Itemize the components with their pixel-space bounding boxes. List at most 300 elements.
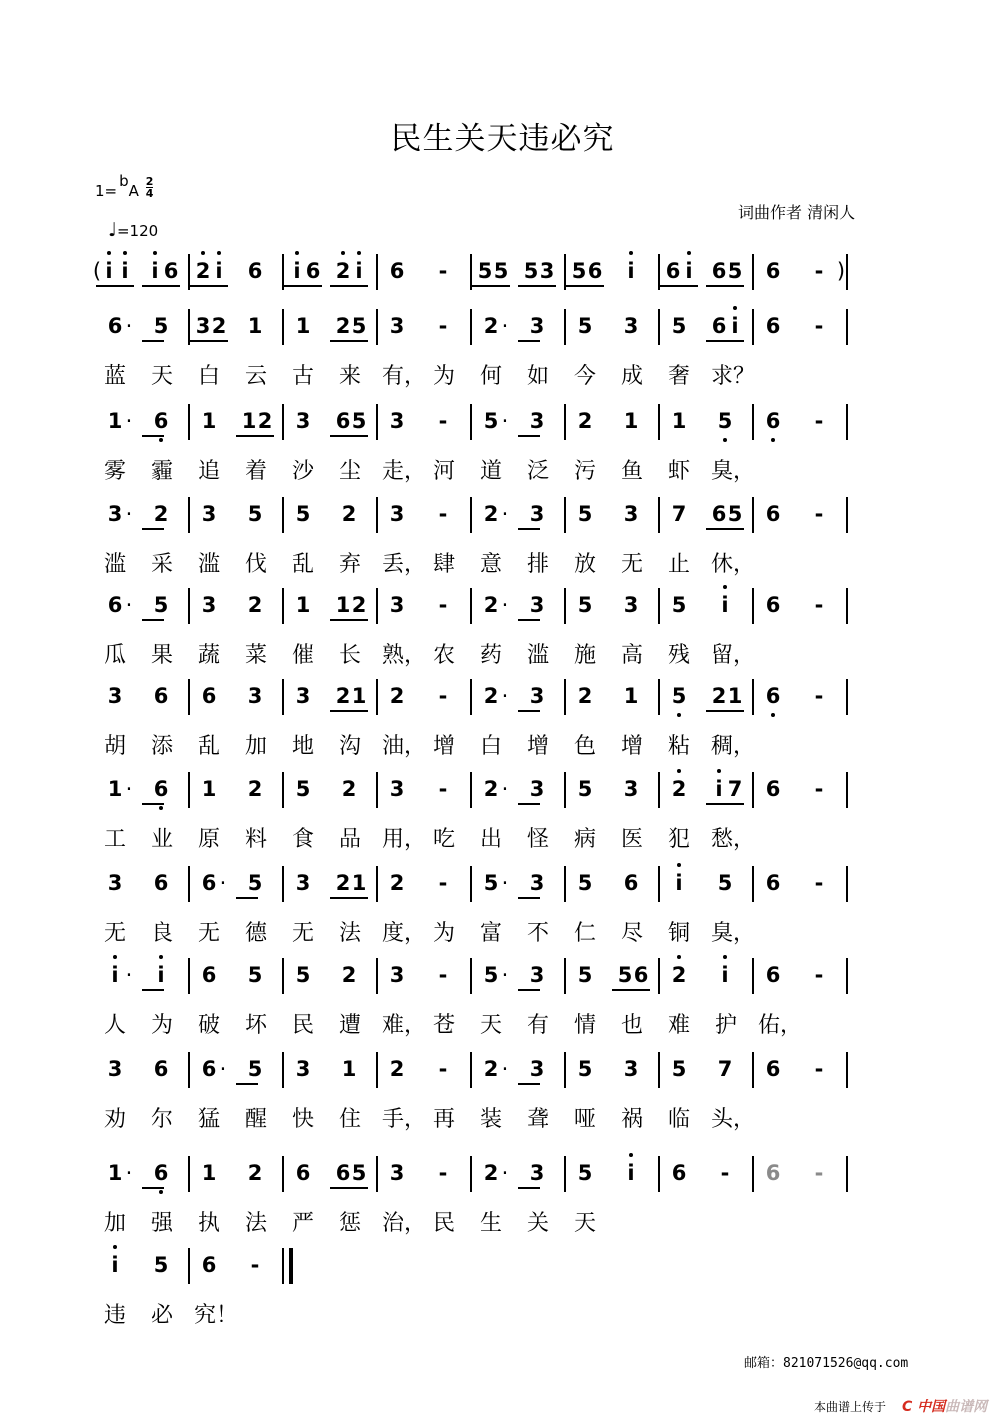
barline [752, 772, 754, 808]
barline [658, 1052, 660, 1088]
lyric-char: 滥 [197, 552, 220, 577]
note: 7 [717, 1057, 733, 1081]
barline [188, 1052, 190, 1088]
note: 5 [351, 409, 367, 433]
lyric-char: 沙 [291, 459, 314, 484]
eighth-underline [142, 803, 164, 805]
dash-note: - [438, 593, 448, 617]
lyric-char: 意 [479, 552, 502, 577]
barline [376, 958, 378, 994]
high-octave-dot [295, 251, 299, 255]
lyric-char: 再 [432, 1107, 455, 1132]
lyric-char: 究！ [194, 1303, 239, 1328]
lyric-char: 情 [573, 1013, 596, 1038]
note: 6 [765, 963, 781, 987]
note: 1 [671, 409, 687, 433]
barline [846, 679, 848, 715]
note: 1 [107, 409, 123, 433]
lyric-char: 天 [573, 1211, 596, 1236]
lyric-char: 增 [526, 734, 549, 759]
lyric-char: 出 [479, 827, 502, 852]
note: 1 [107, 777, 123, 801]
eighth-underline [706, 710, 744, 712]
contact-email: 邮箱：821071526@qq.com [744, 1356, 909, 1371]
barline [470, 309, 472, 345]
lyric-char: 白 [197, 364, 220, 389]
notes-row [0, 313, 1005, 353]
eighth-underline [330, 897, 368, 899]
lyric-char: 胡 [103, 734, 126, 759]
lyric-char: 严 [291, 1211, 314, 1236]
lyric-char: 放 [573, 552, 596, 577]
barline [564, 309, 566, 345]
eighth-underline [330, 285, 368, 287]
lyric-char: 增 [620, 734, 643, 759]
barline [282, 588, 284, 624]
note: i [620, 258, 642, 284]
lyric-char: 加 [103, 1211, 126, 1236]
note: 2 [257, 409, 273, 433]
lyric-char: 雾 [103, 459, 126, 484]
barline [658, 588, 660, 624]
key-signature [95, 172, 154, 203]
dash-note: - [438, 963, 448, 987]
note: 6 [765, 777, 781, 801]
eighth-underline [142, 435, 164, 437]
site-logo [902, 1396, 987, 1416]
notes-row [0, 408, 1005, 448]
lyric-char: 佑， [758, 1013, 803, 1038]
time-signature [146, 176, 154, 199]
lyric-char: 添 [150, 734, 173, 759]
notes-row [0, 870, 1005, 910]
note: 5 [671, 1057, 687, 1081]
note: 5 [153, 593, 169, 617]
note: 3 [389, 502, 405, 526]
barline [376, 254, 378, 290]
high-octave-dot [341, 251, 345, 255]
note: 3 [201, 502, 217, 526]
lyric-char: 病 [573, 827, 596, 852]
note: 2 [483, 684, 499, 708]
barline [846, 772, 848, 808]
note: 3 [623, 1057, 639, 1081]
barline [470, 1156, 472, 1192]
note: 2 [668, 962, 690, 988]
note: i [678, 258, 700, 284]
note: 2 [483, 1057, 499, 1081]
song-title: 民生关天违必究 [390, 121, 615, 157]
barline [752, 958, 754, 994]
dash-note: - [814, 1057, 824, 1081]
barline [752, 1156, 754, 1192]
note: i [286, 258, 308, 284]
eighth-underline [330, 340, 368, 342]
notes-row [0, 683, 1005, 723]
note: 6 [587, 259, 603, 283]
lyric-char: 护 [714, 1013, 737, 1038]
note: 5 [247, 1057, 263, 1081]
note: 3 [107, 684, 123, 708]
lyric-char: 仁 [573, 921, 596, 946]
note: 2 [577, 684, 593, 708]
note: 2 [335, 314, 351, 338]
augmentation-dot: · [501, 1161, 509, 1185]
note: 3 [623, 593, 639, 617]
note: 1 [201, 777, 217, 801]
lyric-char: 民 [291, 1013, 314, 1038]
note: 3 [529, 963, 545, 987]
notes-row [0, 592, 1005, 632]
lyric-char: 滥 [526, 643, 549, 668]
eighth-underline [518, 619, 540, 621]
lyric-char: 沟 [338, 734, 361, 759]
augmentation-dot: · [501, 777, 509, 801]
barline [376, 1052, 378, 1088]
barline [846, 1156, 848, 1192]
eighth-underline [566, 285, 604, 287]
high-octave-dot [723, 585, 727, 589]
lyric-char: 肆 [432, 552, 455, 577]
low-octave-dot [159, 806, 163, 810]
eighth-underline [190, 285, 228, 287]
lyric-char: 尽 [620, 921, 643, 946]
lyric-char: 难， [382, 1013, 427, 1038]
note: 5 [351, 1161, 367, 1185]
barline [188, 404, 190, 440]
barline [658, 679, 660, 715]
note: 3 [389, 593, 405, 617]
eighth-underline [518, 435, 540, 437]
low-octave-dot [159, 1190, 163, 1194]
high-octave-dot [217, 251, 221, 255]
note: i [708, 776, 730, 802]
barline [282, 866, 284, 902]
low-octave-dot [771, 438, 775, 442]
dash-note: - [814, 777, 824, 801]
note: i [114, 258, 136, 284]
dash-note: - [720, 1161, 730, 1185]
lyric-char: 乱 [197, 734, 220, 759]
augmentation-dot: · [125, 963, 133, 987]
lyric-char: 为 [432, 364, 455, 389]
dash-note: - [438, 1161, 448, 1185]
note: 6 [305, 259, 321, 283]
dash-note: - [814, 963, 824, 987]
barline [470, 958, 472, 994]
barline [564, 958, 566, 994]
note: 6 [201, 684, 217, 708]
note: 6 [201, 1253, 217, 1277]
lyric-char: 原 [197, 827, 220, 852]
eighth-underline [706, 528, 744, 530]
lyric-char: 富 [479, 921, 502, 946]
augmentation-dot: · [501, 684, 509, 708]
note: 5 [295, 502, 311, 526]
note: 1 [351, 684, 367, 708]
dash-note: - [438, 1057, 448, 1081]
lyric-char: 泛 [526, 459, 549, 484]
lyric-char: 为 [432, 921, 455, 946]
augmentation-dot: · [125, 593, 133, 617]
augmentation-dot: · [501, 502, 509, 526]
note: 6 [633, 963, 649, 987]
eighth-underline [142, 285, 180, 287]
note: i [620, 1160, 642, 1186]
lyric-char: 药 [479, 643, 502, 668]
augmentation-dot: · [501, 1057, 509, 1081]
note: 5 [577, 777, 593, 801]
lyric-char: 来 [338, 364, 361, 389]
lyric-char: 品 [338, 827, 361, 852]
dash-note: - [814, 684, 824, 708]
note: 6 [335, 409, 351, 433]
barline [188, 1156, 190, 1192]
eighth-underline [142, 340, 164, 342]
barline [564, 772, 566, 808]
lyric-char: 如 [526, 364, 549, 389]
note: 6 [765, 871, 781, 895]
note: 1 [107, 1161, 123, 1185]
barline [376, 866, 378, 902]
lyric-char: 今 [573, 364, 596, 389]
lyric-char: 河 [432, 459, 455, 484]
note: 5 [577, 593, 593, 617]
note: 5 [577, 1161, 593, 1185]
barline [282, 497, 284, 533]
note: 3 [623, 314, 639, 338]
note: i [104, 962, 126, 988]
note: 6 [671, 1161, 687, 1185]
note: 3 [529, 684, 545, 708]
lyric-char: 求？ [711, 364, 756, 389]
note: 5 [671, 593, 687, 617]
augmentation-dot: · [219, 1057, 227, 1081]
eighth-underline [660, 285, 698, 287]
lyric-char: 天 [479, 1013, 502, 1038]
note: 5 [617, 963, 633, 987]
note: 3 [529, 502, 545, 526]
barline [564, 866, 566, 902]
note: 6 [389, 259, 405, 283]
note: 1 [201, 409, 217, 433]
note: 1 [295, 593, 311, 617]
lyric-char: 治， [382, 1211, 427, 1236]
lyric-char: 尘 [338, 459, 361, 484]
lyric-char: 留， [711, 643, 756, 668]
dash-note: - [250, 1253, 260, 1277]
note: 6 [163, 259, 179, 283]
eighth-underline [284, 285, 322, 287]
barline [752, 309, 754, 345]
note: 5 [577, 502, 593, 526]
barline [752, 404, 754, 440]
note: 5 [577, 871, 593, 895]
lyric-char: 止 [667, 552, 690, 577]
high-octave-dot [107, 251, 111, 255]
lyric-char: 关 [526, 1211, 549, 1236]
high-octave-dot [159, 955, 163, 959]
note: 3 [529, 1057, 545, 1081]
lyric-char: 丢， [382, 552, 427, 577]
eighth-underline [330, 435, 368, 437]
high-octave-dot [717, 769, 721, 773]
lyric-char: 着 [244, 459, 267, 484]
augmentation-dot: · [501, 409, 509, 433]
note: 5 [247, 871, 263, 895]
note: 2 [335, 871, 351, 895]
lyric-char: 稠， [711, 734, 756, 759]
barline [658, 404, 660, 440]
note: 6 [247, 259, 263, 283]
barline [282, 772, 284, 808]
note: 5 [714, 408, 736, 434]
lyric-char: 臭， [711, 921, 756, 946]
lyric-char: 催 [291, 643, 314, 668]
barline [470, 772, 472, 808]
lyric-char: 医 [620, 827, 643, 852]
logo-icon: C [902, 1399, 913, 1415]
lyric-char: 惩 [338, 1211, 361, 1236]
eighth-underline [518, 803, 540, 805]
note: i [348, 258, 370, 284]
lyric-char: 长 [338, 643, 361, 668]
high-octave-dot [677, 863, 681, 867]
eighth-underline [330, 1187, 368, 1189]
dash-note: - [814, 314, 824, 338]
augmentation-dot: · [125, 1161, 133, 1185]
barline [564, 497, 566, 533]
note: 5 [295, 963, 311, 987]
open-paren: ( [92, 259, 102, 283]
note: 3 [389, 1161, 405, 1185]
note: i [98, 258, 120, 284]
lyric-char: 走， [382, 459, 427, 484]
lyric-char: 坏 [244, 1013, 267, 1038]
eighth-underline [472, 285, 510, 287]
high-octave-dot [687, 251, 691, 255]
lyric-char: 德 [244, 921, 267, 946]
note: 3 [389, 777, 405, 801]
augmentation-dot: · [501, 963, 509, 987]
lyric-char: 瓜 [103, 643, 126, 668]
lyric-char: 快 [291, 1107, 314, 1132]
lyric-char: 难 [667, 1013, 690, 1038]
note: 5 [671, 314, 687, 338]
low-octave-dot [677, 713, 681, 717]
lyric-char: 无 [291, 921, 314, 946]
lyric-char: 违 [103, 1303, 126, 1328]
eighth-underline [96, 285, 134, 287]
barline [658, 497, 660, 533]
note: 3 [201, 593, 217, 617]
barline [564, 588, 566, 624]
low-octave-dot [771, 713, 775, 717]
lyric-char: 施 [573, 643, 596, 668]
eighth-underline [706, 285, 744, 287]
lyric-char: 聋 [526, 1107, 549, 1132]
lyric-char: 农 [432, 643, 455, 668]
eighth-underline [706, 340, 744, 342]
note: 2 [341, 777, 357, 801]
lyric-char: 人 [103, 1013, 126, 1038]
lyric-char: 休， [711, 552, 756, 577]
barline [188, 497, 190, 533]
note: 2 [341, 963, 357, 987]
lyric-char: 铜 [667, 921, 690, 946]
barline [282, 679, 284, 715]
note: i [724, 313, 746, 339]
eighth-underline [330, 619, 368, 621]
lyric-char: 遭 [338, 1013, 361, 1038]
eighth-underline [142, 1187, 164, 1189]
barline [188, 679, 190, 715]
note: 5 [523, 259, 539, 283]
note: 1 [201, 1161, 217, 1185]
high-octave-dot [201, 251, 205, 255]
dash-note: - [814, 259, 824, 283]
lyric-char: 成 [620, 364, 643, 389]
eighth-underline [236, 897, 258, 899]
barline [752, 1052, 754, 1088]
note: i [104, 1252, 126, 1278]
barline [846, 866, 848, 902]
tempo-value: =120 [116, 222, 159, 240]
key-prefix: 1= [95, 182, 118, 200]
lyric-char: 古 [291, 364, 314, 389]
note: 5 [153, 314, 169, 338]
lyric-char: 排 [526, 552, 549, 577]
note: 2 [483, 502, 499, 526]
lyric-char: 无 [197, 921, 220, 946]
lyric-char: 加 [244, 734, 267, 759]
lyric-char: 醒 [244, 1107, 267, 1132]
barline [282, 309, 284, 345]
dash-note: - [814, 409, 824, 433]
note: 3 [389, 409, 405, 433]
note: 2 [483, 1161, 499, 1185]
high-octave-dot [123, 251, 127, 255]
note: 6 [762, 408, 784, 434]
dash-note: - [438, 684, 448, 708]
note: 6 [762, 683, 784, 709]
note: 7 [671, 502, 687, 526]
lyric-char: 伐 [244, 552, 267, 577]
lyric-char: 度， [382, 921, 427, 946]
eighth-underline [518, 1083, 540, 1085]
lyric-char: 良 [150, 921, 173, 946]
note: 1 [351, 871, 367, 895]
lyric-char: 祸 [620, 1107, 643, 1132]
note: 1 [335, 593, 351, 617]
note: 1 [341, 1057, 357, 1081]
lyric-char: 增 [432, 734, 455, 759]
note: 6 [765, 502, 781, 526]
eighth-underline [518, 1187, 540, 1189]
note: 5 [247, 502, 263, 526]
note: 5 [577, 314, 593, 338]
notes-row [0, 1160, 1005, 1200]
note: 3 [539, 259, 555, 283]
note: 2 [335, 684, 351, 708]
lyric-char: 业 [150, 827, 173, 852]
note: 3 [529, 871, 545, 895]
note: 2 [247, 1161, 263, 1185]
note: 2 [577, 409, 593, 433]
lyric-char: 料 [244, 827, 267, 852]
eighth-underline [706, 803, 744, 805]
lyric-char: 食 [291, 827, 314, 852]
